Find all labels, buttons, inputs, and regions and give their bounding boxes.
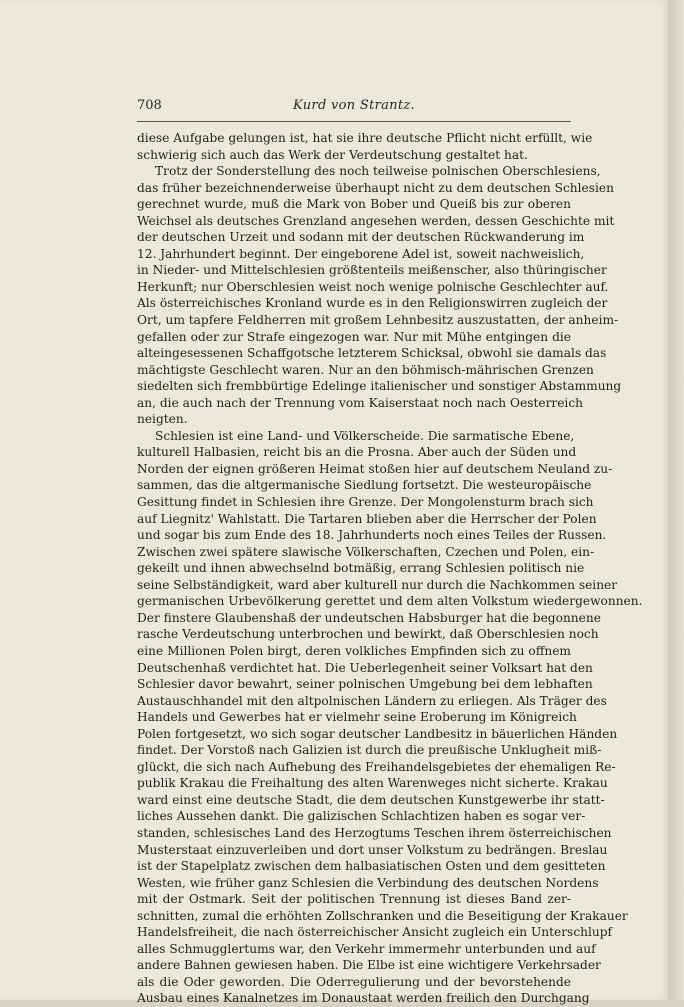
- text-line: kulturell Halbasien, reicht bis an die Prosna. Aber auch der Süden und: [137, 445, 577, 460]
- page-gutter: [668, 0, 684, 1000]
- text-line: glückt, die sich nach Aufhebung des Freihandelsgebietes der ehemaligen Re-: [137, 759, 616, 774]
- text-line: alles Schmugglertums war, den Verkehr immermehr unterbunden und auf: [137, 941, 596, 956]
- text-line: ist der Stapelplatz zwischen dem halbasiatischen Osten und dem gesitteten: [137, 859, 606, 874]
- text-line: germanischen Urbevölkerung gerettet und dem alten Volkstum wiedergewonnen.: [137, 594, 643, 609]
- text-line: andere Bahnen gewiesen haben. Die Elbe ist eine wichtigere Verkehrsader: [137, 958, 601, 973]
- page-header: [137, 98, 571, 120]
- text-line: Ort, um tapfere Feldherren mit großem Lehnbesitz auszustatten, der anheim-: [137, 313, 619, 328]
- running-title: Kurd von Strantz.: [293, 98, 415, 113]
- text-line: Herkunft; nur Oberschlesien weist noch wenige polnische Geschlechter auf.: [137, 279, 609, 294]
- text-line: der deutschen Urzeit und sodann mit der deutschen Rückwanderung im: [137, 230, 585, 245]
- text-line: Polen fortgesetzt, wo sich sogar deutscher Landbesitz in bäuerlichen Händen: [137, 726, 618, 741]
- text-line: Ausbau eines Kanalnetzes im Donaustaat werden freilich den Durchgang: [137, 991, 590, 1006]
- text-line: Gesittung findet in Schlesien ihre Grenze. Der Mongolensturm brach sich: [137, 495, 594, 510]
- text-line: Austauschhandel mit den altpolnischen Ländern zu erliegen. Als Träger des: [137, 693, 607, 708]
- text-line: Als österreichisches Kronland wurde es in den Religionswirren zugleich der: [137, 296, 608, 311]
- text-line: als die Oder geworden. Die Oderregulierung und der bevorstehende: [137, 974, 571, 989]
- text-line: und sogar bis zum Ende des 18. Jahrhunderts noch eines Teiles der Russen.: [137, 528, 607, 543]
- text-line: Handels und Gewerbes hat er vielmehr seine Eroberung im Königreich: [137, 710, 577, 725]
- text-line: Westen, wie früher ganz Schlesien die Verbindung des deutschen Nordens: [137, 875, 599, 890]
- text-line: Deutschenhaß verdichtet hat. Die Ueberlegenheit seiner Volksart hat den: [137, 660, 593, 675]
- text-line: gefallen oder zur Strafe eingezogen war. Nur mit Mühe entgingen die: [137, 329, 571, 344]
- text-line: Handelsfreiheit, die nach österreichischer Ansicht zugleich ein Unterschlupf: [137, 925, 613, 940]
- text-line: mit der Ostmark. Seit der politischen Trennung ist dieses Band zer-: [137, 892, 571, 907]
- text-line: Schlesier davor bewahrt, seiner polnischen Umgebung bei dem lebhaften: [137, 677, 593, 692]
- text-line: publik Krakau die Freihaltung des alten Warenweges nicht sicherte. Krakau: [137, 776, 608, 791]
- text-line: mächtigste Geschlecht waren. Nur an den böhmisch-mährischen Grenzen: [137, 362, 594, 377]
- text-line: Norden der eignen größeren Heimat stoßen hier auf deutschem Neuland zu-: [137, 461, 613, 476]
- text-line: auf Liegnitz' Wahlstatt. Die Tartaren blieben aber die Herrscher der Polen: [137, 511, 597, 526]
- text-line: alteingesessenen Schaffgotsche letzterem Schicksal, obwohl sie damals das: [137, 346, 607, 361]
- text-line: eine Millionen Polen birgt, deren volkliches Empfinden sich zu offnem: [137, 643, 571, 658]
- text-line: in Nieder- und Mittelschlesien größtenteils meißenscher, also thüringischer: [137, 263, 607, 278]
- text-line: gerechnet wurde, muß die Mark von Bober und Queiß bis zur oberen: [137, 197, 571, 212]
- text-line: Der finstere Glaubenshaß der undeutschen Habsburger hat die begonnene: [137, 610, 601, 625]
- text-line: Musterstaat einzuverleiben und dort unser Volkstum zu bedrängen. Breslau: [137, 842, 608, 857]
- body-text: [137, 130, 643, 1007]
- text-line: diese Aufgabe gelungen ist, hat sie ihre deutsche Pflicht nicht erfüllt, wie: [137, 131, 593, 145]
- text-line: sammen, das die altgermanische Siedlung fortsetzt. Die westeuropäische: [137, 478, 592, 493]
- text-line: siedelten sich frembbürtige Edelinge italienischer und sonstiger Abstammung: [137, 379, 622, 394]
- text-line: das früher bezeichnenderweise überhaupt nicht zu dem deutschen Schlesien: [137, 180, 614, 195]
- header-rule: [137, 121, 571, 122]
- text-line: findet. Der Vorstoß nach Galizien ist durch die preußische Unklugheit miß-: [137, 743, 602, 758]
- text-line: ward einst eine deutsche Stadt, die dem deutschen Kunstgewerbe ihr statt-: [137, 792, 605, 807]
- text-line: neigten.: [137, 412, 188, 427]
- text-line: Trotz der Sonderstellung des noch teilweise polnischen Oberschlesiens,: [155, 164, 601, 179]
- text-line: seine Selbständigkeit, ward aber kulturell nur durch die Nachkommen seiner: [137, 577, 618, 592]
- text-line: Schlesien ist eine Land- und Völkerscheide. Die sarmatische Ebene,: [155, 428, 575, 443]
- text-line: rasche Verdeutschung unterbrochen und bewirkt, daß Oberschlesien noch: [137, 627, 599, 642]
- text-line: schnitten, zumal die erhöhten Zollschranken und die Beseitigung der Krakauer: [137, 908, 628, 923]
- text-line: 12. Jahrhundert beginnt. Der eingeborene Adel ist, soweit nachweislich,: [137, 246, 585, 261]
- text-line: liches Aussehen dankt. Die galizischen Schlachtizen haben es sogar ver-: [137, 809, 586, 824]
- text-line: Zwischen zwei spätere slawische Völkerschaften, Czechen und Polen, ein-: [137, 544, 595, 559]
- page-number: 708: [137, 98, 162, 113]
- text-line: Weichsel als deutsches Grenzland angesehen werden, dessen Geschichte mit: [137, 213, 615, 228]
- text-line: schwierig sich auch das Werk der Verdeutschung gestaltet hat.: [137, 147, 528, 162]
- text-line: gekeilt und ihnen abwechselnd botmäßig, errang Schlesien politisch nie: [137, 561, 585, 576]
- text-line: an, die auch nach der Trennung vom Kaiserstaat noch nach Oesterreich: [137, 395, 584, 410]
- text-line: standen, schlesisches Land des Herzogtums Teschen ihrem österreichischen: [137, 825, 612, 840]
